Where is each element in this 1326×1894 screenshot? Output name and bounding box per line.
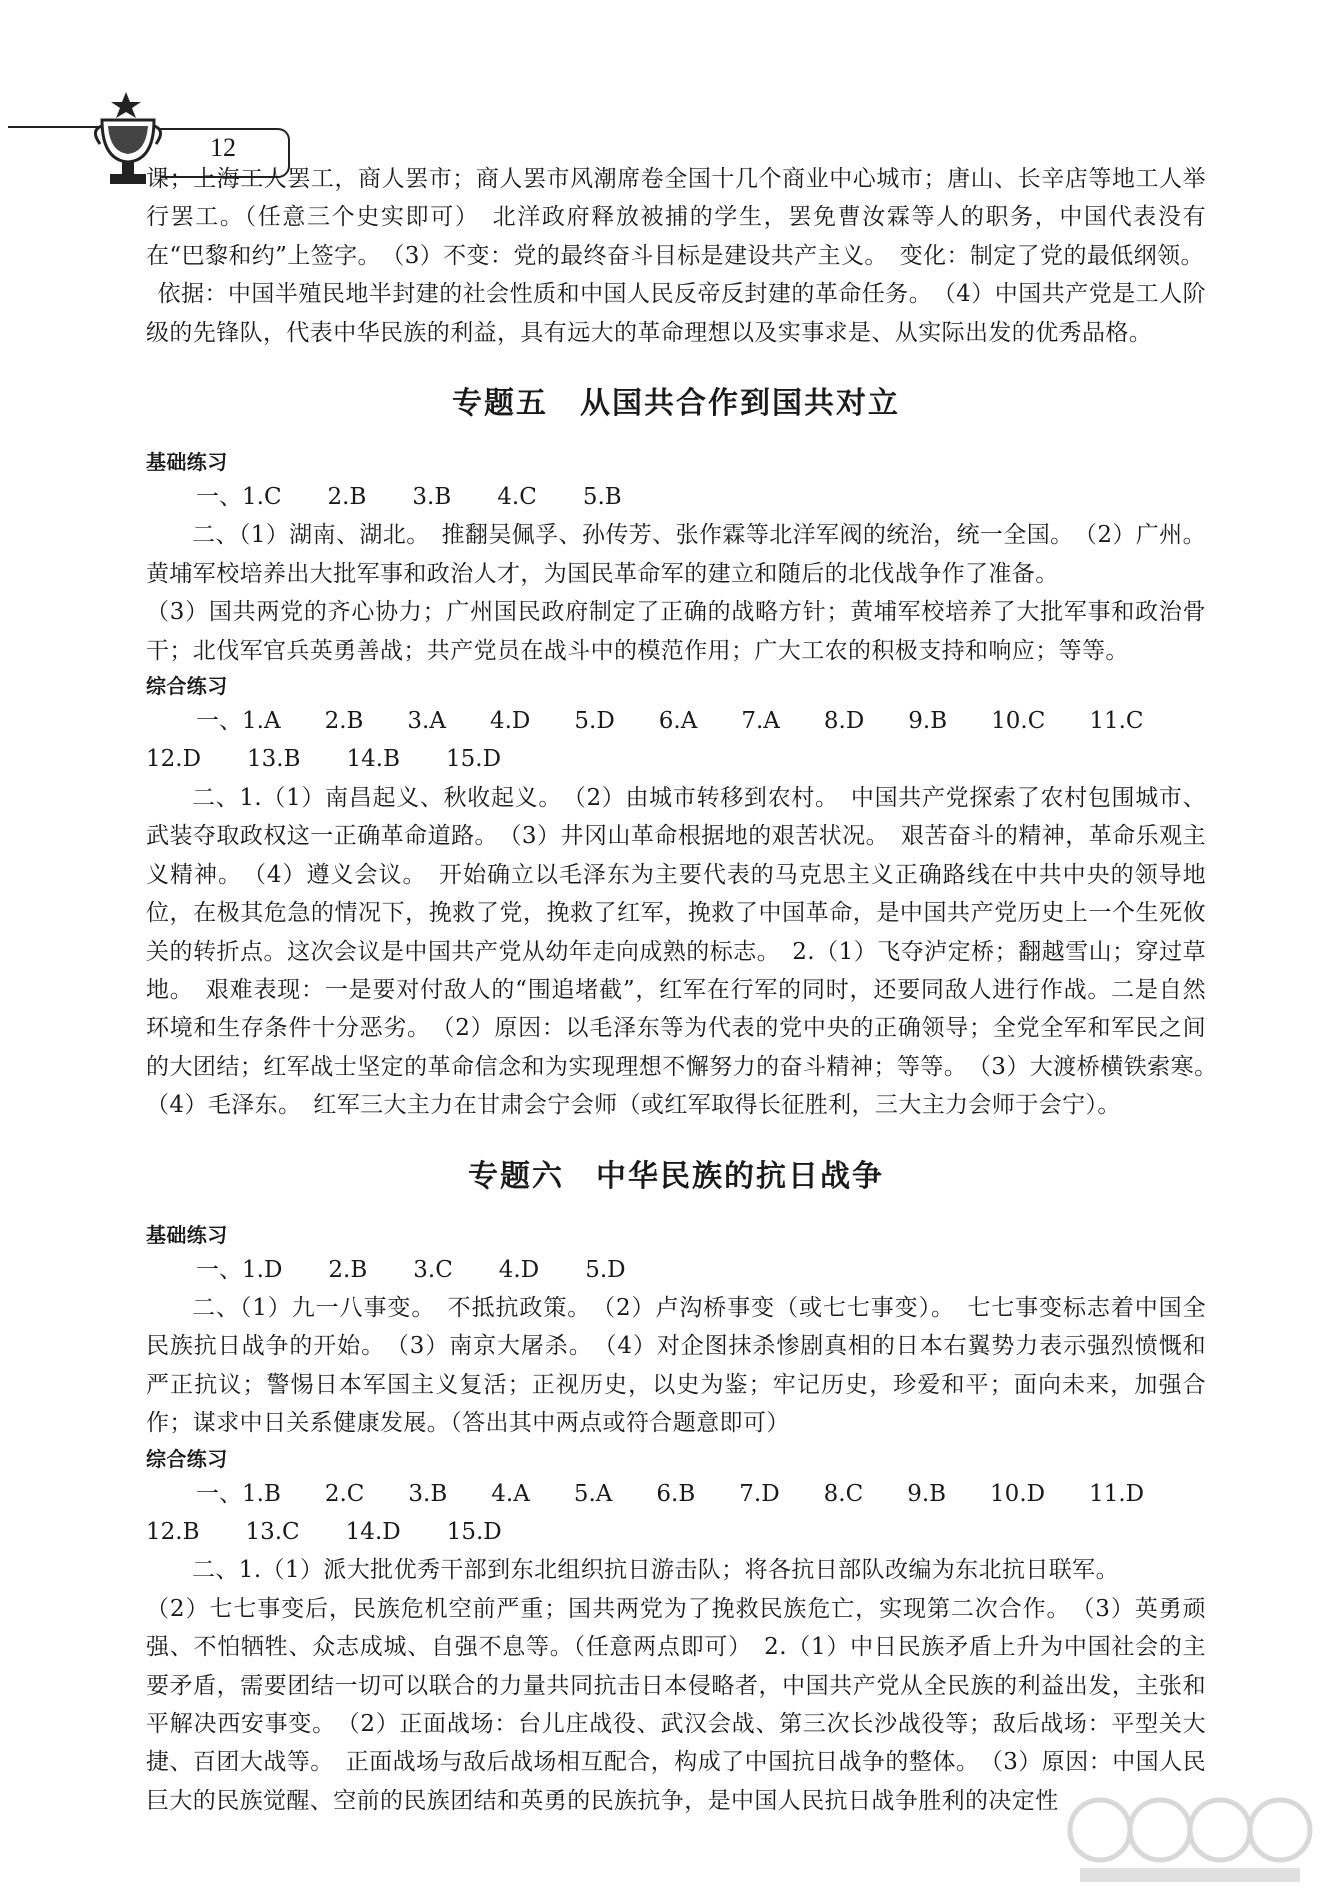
answer-item: 5.A [573,1480,613,1507]
answer-item: 3.B [408,1480,448,1507]
answer-item: 3.B [412,484,452,511]
multiple-choice-answers [146,478,1206,516]
answer-item: 一、1.D [196,1256,283,1283]
paragraph: 二、1.（1）派大批优秀干部到东北组织抗日游击队；将各抗日部队改编为东北抗日联军。 [192,1557,1119,1584]
paragraph: 二、1.（1）南昌起义、秋收起义。 （2）由城市转移到农村。 中国共产党探索了农村包围城市、武装夺取政权这一正确革命道路。 （3）井冈山革命根据地的艰苦状况。 艰苦奋斗的精神，革命乐观主义精神。 （4）遵义会议。 开始确立以毛泽东为主要代表的马克思主义正确路线在中共中央的领导地位，在极其危急的情况下，挽救了党，挽救了红军，挽救了中国革命，是中国共产党历史上一个生死攸关的转折点。这次会议是中国共产党从幼年走向成熟的标志。 2.（1）飞夺泸定桥；翻越雪山；穿过草地。 艰难表现：一是要对付敌人的“围追堵截”，红军在行军的同时，还要同敌人进行作战。二是自然环境和生存条件十分恶劣。 （2）原因：以毛泽东等为代表的党中央的正确领导；全党全军和军民之间的大团结；红军战士坚定的革命信念和为实现理想不懈努力的奋斗精神；等等。 （3）大渡桥横铁索寒。 （4）毛泽东。 红军三大主力在甘肃会宁会师（或红军取得长征胜利，三大主力会师于会宁）。 [146,784,1230,1119]
answer-item: 2.B [328,1256,368,1283]
section-title: 专题六 中华民族的抗日战争 [468,1158,884,1194]
answer-item: 4.D [498,1256,540,1283]
answer-item: 6.A [658,708,698,735]
answer-item: 3.A [407,708,446,735]
paragraph: 二、（1）湖南、湖北。 推翻吴佩孚、孙传芳、张作霖等北洋军阀的统治，统一全国。 （2）广州。黄埔军校培养出大批军事和政治人才，为国民革命军的建立和随后的北伐战争作了准备。 [146,522,1206,587]
paragraph: （2）七七事变后，民族危机空前严重；国共两党为了挽救民族危亡，实现第二次合作。 （3）英勇顽强、不怕牺牲、众志成城、自强不息等。（任意两点即可） 2.（1）中日民族矛盾上升为中国社会的主要矛盾，需要团结一切可以联合的力量共同抗击日本侵略者，中国共产党从全民族的利益出发，主张和平解决西安事变。 （2）正面战场：台儿庄战役、武汉会战、第三次长沙战役等；敌后战场：平型关大捷、百团大战等。 正面战场与敌后战场相互配合，构成了中国抗日战争的整体。 （3）原因：中国人民巨大的民族觉醒、空前的民族团结和英勇的民族抗争，是中国人民抗日战争胜利的决定性 [146,1595,1206,1814]
multiple-choice-answers [146,1513,1206,1551]
paragraph: （3）国共两党的齐心协力；广州国民政府制定了正确的战略方针；黄埔军校培养了大批军事和政治骨干；北伐军官兵英勇善战；共产党员在战斗中的模范作用；广大工农的积极支持和响应；等等。 [146,599,1206,664]
answer-item: 15.D [446,746,502,773]
answer-item: 2.B [327,484,367,511]
subsection-label: 综合练习 [146,1446,228,1471]
answer-item: 14.B [346,746,400,773]
answer-item: 12.D [146,746,202,773]
answer-item: 9.B [907,1480,947,1507]
paragraph: 依据：中国半殖民地半封建的社会性质和中国人民反帝反封建的革命任务。 （4）中国共产党是工人阶级的先锋队，代表中华民族的利益，具有远大的革命理想以及实事求是、从实际出发的优秀品格。 [146,281,1206,346]
watermark-logo-icon [1060,1790,1320,1890]
answer-item: 14.D [345,1518,401,1545]
answer-item: 12.B [146,1518,200,1545]
multiple-choice-answers [146,702,1206,740]
answer-item: 6.B [656,1480,696,1507]
multiple-choice-answers [146,740,1206,778]
paragraph: 二、（1）九一八事变。 不抵抗政策。 （2）卢沟桥事变（或七七事变）。 七七事变标志着中国全民族抗日战争的开始。 （3）南京大屠杀。 （4）对企图抹杀惨剧真相的日本右翼势力表示强烈愤慨和严正抗议；警惕日本军国主义复活；正视历史，以史为鉴；牢记历史，珍爱和平；面向未来，加强合作；谋求中日关系健康发展。（答出其中两点或符合题意即可） [146,1294,1206,1437]
answer-item: 7.A [741,708,780,735]
answer-item: 2.B [324,708,364,735]
answer-item: 4.D [489,708,531,735]
answer-item: 8.D [823,708,865,735]
multiple-choice-answers [146,1251,1206,1289]
answer-item: 7.D [739,1480,780,1507]
answer-item: 8.C [823,1480,864,1507]
page-number: 12 [210,133,236,162]
answer-item: 5.B [582,484,622,511]
answer-item: 13.B [247,746,301,773]
answer-item: 9.B [908,708,948,735]
subsection-label: 基础练习 [146,1222,228,1247]
answer-item: 一、1.A [196,708,281,735]
answer-item: 11.C [1089,708,1144,735]
page-header [0,40,1326,162]
multiple-choice-answers [146,1475,1206,1513]
answer-item: 5.D [585,1256,626,1283]
answer-item: 4.A [491,1480,530,1507]
answer-content [146,160,1230,1820]
answer-item: 2.C [324,1480,365,1507]
answer-item: 10.D [990,1480,1046,1507]
answer-item: 3.C [413,1256,453,1283]
answer-item: 15.D [446,1518,502,1545]
section-title: 专题五 从国共合作到国共对立 [452,386,900,422]
answer-item: 4.C [497,484,537,511]
answer-item: 10.C [991,708,1046,735]
answer-item: 5.D [574,708,615,735]
subsection-label: 综合练习 [146,674,228,699]
answer-item: 一、1.B [196,1480,281,1507]
subsection-label: 基础练习 [146,450,228,475]
answer-item: 11.D [1089,1480,1145,1507]
answer-item: 一、1.C [196,484,282,511]
answer-item: 13.C [245,1518,300,1545]
paragraph: 课；上海工人罢工，商人罢市；商人罢市风潮席卷全国十几个商业中心城市；唐山、长辛店等地工人举行罢工。（任意三个史实即可） 北洋政府释放被捕的学生，罢免曹汝霖等人的职务，中国代表没有在“巴黎和约”上签字。 （3）不变：党的最终奋斗目标是建设共产主义。 变化：制定了党的最低纲领。 [146,166,1206,269]
